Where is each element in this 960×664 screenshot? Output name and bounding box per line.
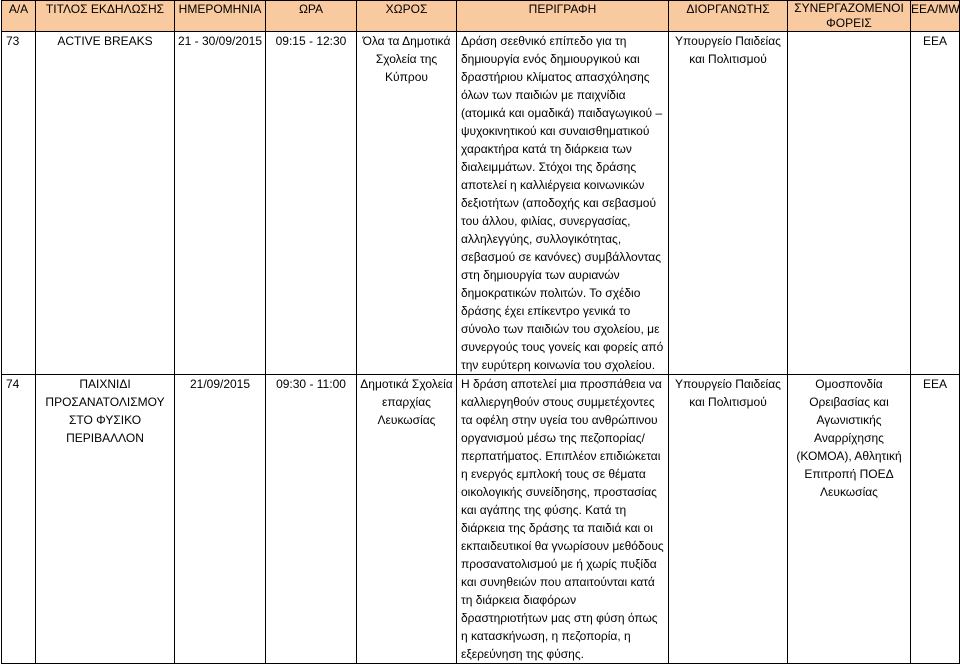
header-num: Α/Α (2, 1, 36, 32)
cell-time: 09:15 - 12:30 (266, 32, 357, 375)
header-partners: ΣΥΝΕΡΓΑΖΟΜΕΝΟΙ ΦΟΡΕΙΣ (788, 1, 911, 32)
header-row (2, 1, 960, 32)
cell-organizer: Υπουργείο Παιδείας και Πολιτισμού (669, 375, 788, 664)
table-row (2, 375, 960, 664)
header-organizer: ΔΙΟΡΓΑΝΩΤΗΣ (669, 1, 788, 32)
cell-date: 21 - 30/09/2015 (175, 32, 266, 375)
header-title: ΤΙΤΛΟΣ ΕΚΔΗΛΩΣΗΣ (36, 1, 175, 32)
cell-num: 74 (2, 375, 36, 664)
header-description: ΠΕΡΙΓΡΑΦΗ (457, 1, 669, 32)
table-row (2, 32, 960, 375)
cell-time: 09:30 - 11:00 (266, 375, 357, 664)
header-venue: ΧΩΡΟΣ (357, 1, 457, 32)
cell-date: 21/09/2015 (175, 375, 266, 664)
cell-description: Δράση σεεθνικό επίπεδο για τη δημιουργία ενός δημιουργικού και δραστήριου κλίματος απασχόλησης όλων των παιδιών με παιχνίδια (ατομικά και ομαδικά) παιδαγωγικού – ψυχοκινητικού και συναισθηματικού χαρακτήρα κατά τη διάρκεια των διαλειμμάτων. Στόχοι της δράσης αποτελεί η καλλιέργεια κοινωνικών δεξιοτήτων (αποδοχής και σεβασμού του άλλου, φιλίας, συνεργασίας, αλληλεγγύης, συλλογικότητας, σεβασμού σε κανόνες) συμβάλλοντας στη δημιουργία των αυριανών δημοκρατικών πολιτών. Το σχέδιο δράσης έχει επίκεντρο γενικά το σύνολο των παιδιών του σχολείου, με συνεργούς τους γονείς και φορείς από την ευρύτερη κοινωνία του σχολείου. (457, 32, 669, 375)
header-date: ΗΜΕΡΟΜΗΝΙΑ (175, 1, 266, 32)
cell-scope: ΕΕΑ (911, 375, 960, 664)
cell-venue: Όλα τα Δημοτικά Σχολεία της Κύπρου (357, 32, 457, 375)
header-time: ΩΡΑ (266, 1, 357, 32)
cell-num: 73 (2, 32, 36, 375)
cell-description: Η δράση αποτελεί μια προσπάθεια να καλλιεργηθούν στους συμμετέχοντες τα οφέλη στην υγεία του ανθρώπινου οργανισμού μέσω της πεζοπορίας/περπατήματος. Επιπλέον επιδιώκεται η ενεργός εμπλοκή τους σε θέματα οικολογικής συνείδησης, προστασίας και αγάπης της φύσης. Κατά τη διάρκεια της δράσης τα παιδιά και οι εκπαιδευτικοί θα γνωρίσουν μεθόδους προσανατολισμού με ή χωρίς πυξίδα και συνηθειών που απαιτούνται κατά τη διάρκεια διαφόρων δραστηριοτήτων μας στη φύση όπως η κατασκήνωση, η πεζοπορία, η εξερεύνηση της φύσης. (457, 375, 669, 664)
header-scope: ΕΕΑ/MW (911, 1, 960, 32)
cell-title: ACTIVE BREAKS (36, 32, 175, 375)
cell-organizer: Υπουργείο Παιδείας και Πολιτισμού (669, 32, 788, 375)
cell-venue: Δημοτικά Σχολεία επαρχίας Λευκωσίας (357, 375, 457, 664)
cell-title: ΠΑΙΧΝΙΔΙ ΠΡΟΣΑΝΑΤΟΛΙΣΜΟΥ ΣΤΟ ΦΥΣΙΚΟ ΠΕΡΙΒΑΛΛΟΝ (36, 375, 175, 664)
cell-partners: Ομοσπονδία Ορειβασίας και Αγωνιστικής Αναρρίχησης (ΚΟΜΟΑ), Αθλητική Επιτροπή ΠΟΕΔ Λευκωσίας (788, 375, 911, 664)
events-table (1, 0, 960, 664)
cell-partners (788, 32, 911, 375)
cell-scope: ΕΕΑ (911, 32, 960, 375)
